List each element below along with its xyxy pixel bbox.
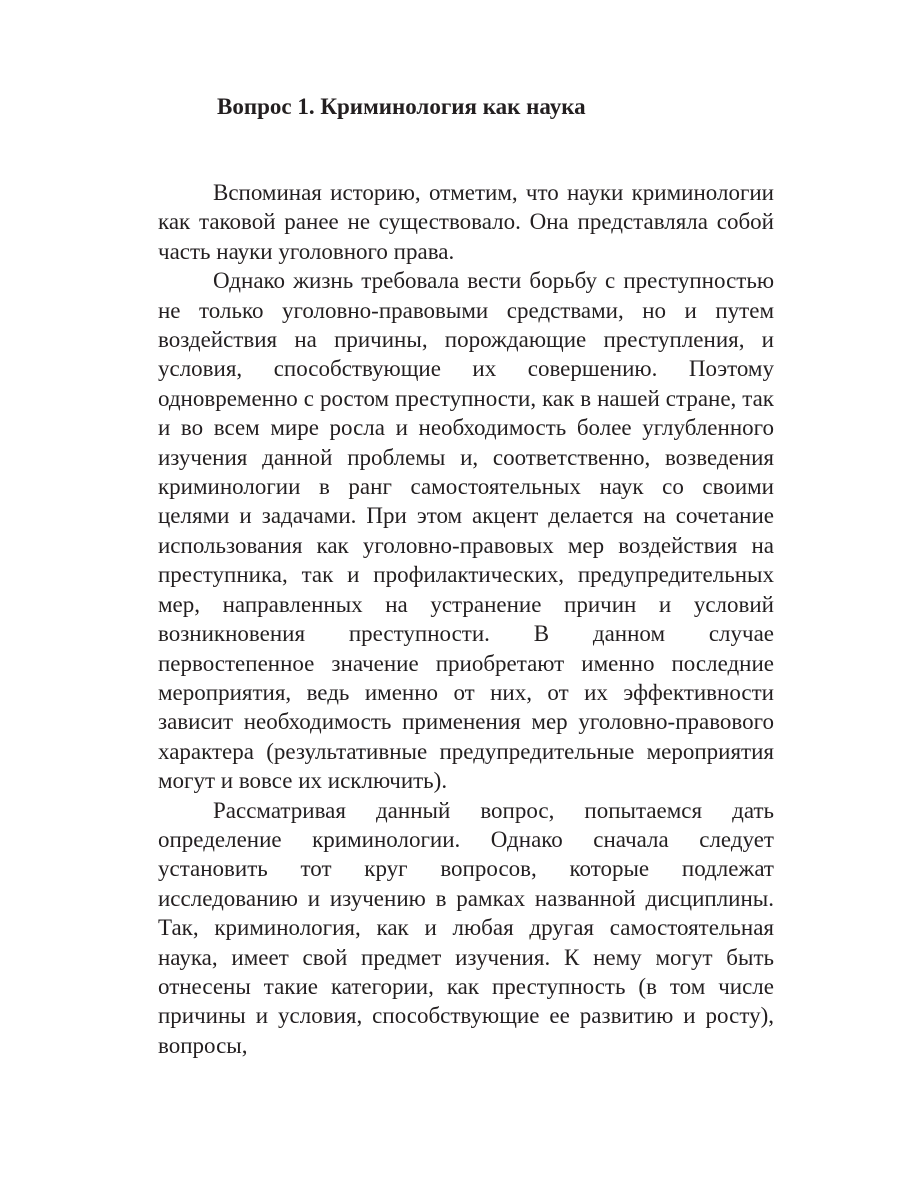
body-text bbox=[158, 178, 774, 1060]
paragraph-2: Однако жизнь требовала вести борьбу с преступностью не только уголовно-правовыми средствами, но и путем воздействия на причины, порождающие преступления, и условия, способствующие их совершению. Поэтому одновременно с ростом преступности, как в нашей стране, так и во всем мире росла и необходимость более углубленного изучения данной проблемы и, соответственно, возведения криминологии в ранг самостоятельных наук со своими целями и задачами. При этом акцент делается на сочетание использования как уголовно-правовых мер воздействия на преступника, так и профилактических, предупредительных мер, направленных на устранение причин и условий возникновения преступности. В данном случае первостепенное значение приобретают именно последние мероприятия, ведь именно от них, от их эффективности зависит необходимость применения мер уголовно-правового характера (результативные предупредительные мероприятия могут и вовсе их исключить). bbox=[158, 268, 774, 794]
paragraph-3: Рассматривая данный вопрос, попытаемся дать определение криминологии. Однако сначала следует установить тот круг вопросов, которые подлежат исследованию и изучению в рамках названной дисциплины. Так, криминология, как и любая другая самостоятельная наука, имеет свой предмет изучения. К нему могут быть отнесены такие категории, как преступность (в том числе причины и условия, способствующие ее развитию и росту), вопросы, bbox=[158, 797, 774, 1058]
paragraph-1: Вспоминая историю, отметим, что науки криминологии как таковой ранее не существовало. Она представляла собой часть науки уголовного права. bbox=[158, 180, 774, 264]
section-heading: Вопрос 1. Криминология как наука bbox=[217, 94, 586, 119]
